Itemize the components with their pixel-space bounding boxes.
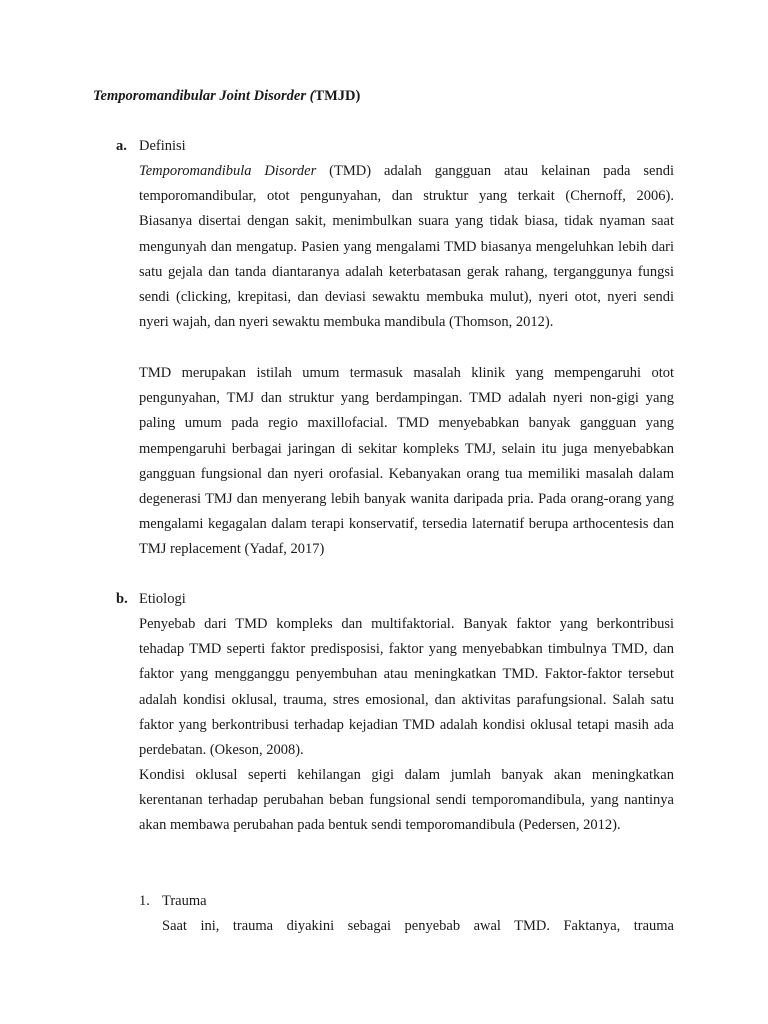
title-rest: TMJD) [314, 88, 361, 104]
subsection-1-text: Saat ini, trauma diyakini sebagai penyebab awal TMD. Faktanya, trauma [162, 918, 674, 934]
section-a-paragraph-2: TMD merupakan istilah umum termasuk masalah klinik yang mempengaruhi otot pengunyahan, TMJ dan struktur yang berdampingan. TMD adalah nyeri non-gigi yang paling umum pada regio maxillofacial. TMD menyebabkan banyak gangguan yang mempengaruhi berbagai jaringan di sekitar kompleks TMJ, selain itu juga menyebabkan gangguan fungsional dan nyeri orofasial. Kebanyakan orang tua memiliki masalah dalam degenerasi TMJ dan menyerang lebih banyak wanita daripada pria. Pada orang-orang yang mengalami kegagalan dalam terapi konservatif, tersedia laternatif berupa arthocentesis dan TMJ replacement (Yadaf, 2017) [139, 365, 674, 558]
section-b-heading: Etiologi [139, 591, 186, 607]
section-b-paragraph-2: Kondisi oklusal seperti kehilangan gigi dalam jumlah banyak akan meningkatkan kerentanan terhadap perubahan beban fungsional sendi temporomandibula, yang nantinya akan membawa perubahan pada bentuk sendi temporomandibula (Pedersen, 2012). [139, 767, 674, 834]
section-a-letter: a. [116, 138, 127, 154]
section-b-paragraph-1: Penyebab dari TMD kompleks dan multifaktorial. Banyak faktor yang berkontribusi tehadap TMD seperti faktor predisposisi, faktor yang menyebabkan timbulnya TMD, dan faktor yang mengganggu penyembuhan atau meningkatkan TMD. Faktor-faktor tersebut adalah kondisi oklusal, trauma, stres emosional, dan aktivitas parafungsional. Salah satu faktor yang berkontribusi terhadap kejadian TMD adalah kondisi oklusal tetapi masih ada perdebatan. (Okeson, 2008). [139, 616, 674, 759]
section-a-heading: Definisi [139, 138, 186, 154]
title-italic: Temporomandibular Joint Disorder ( [93, 88, 315, 104]
section-a-paragraph-1 [139, 159, 674, 335]
document-title [93, 88, 360, 105]
subsection-1-number: 1. [139, 893, 150, 909]
section-b-letter: b. [116, 591, 128, 607]
section-a-paragraph-1-text: (TMD) adalah gangguan atau kelainan pada sendi temporomandibular, otot pengunyahan, dan struktur yang terkait (Chernoff, 2006). Biasanya disertai dengan sakit, menimbulkan suara yang tidak biasa, tidak nyaman saat mengunyah dan mengatup. Pasien yang mengalami TMD biasanya mengeluhkan lebih dari satu gejala dan tanda diantaranya adalah keterbatasan gerak rahang, terganggunya fungsi sendi (clicking, krepitasi, dan deviasi sewaktu membuka mulut), nyeri otot, nyeri sendi nyeri wajah, dan nyeri sewaktu membuka mandibula (Thomson, 2012). [139, 163, 674, 331]
subsection-1-heading: Trauma [162, 893, 207, 909]
tmd-term: Temporomandibula Disorder [139, 163, 317, 179]
